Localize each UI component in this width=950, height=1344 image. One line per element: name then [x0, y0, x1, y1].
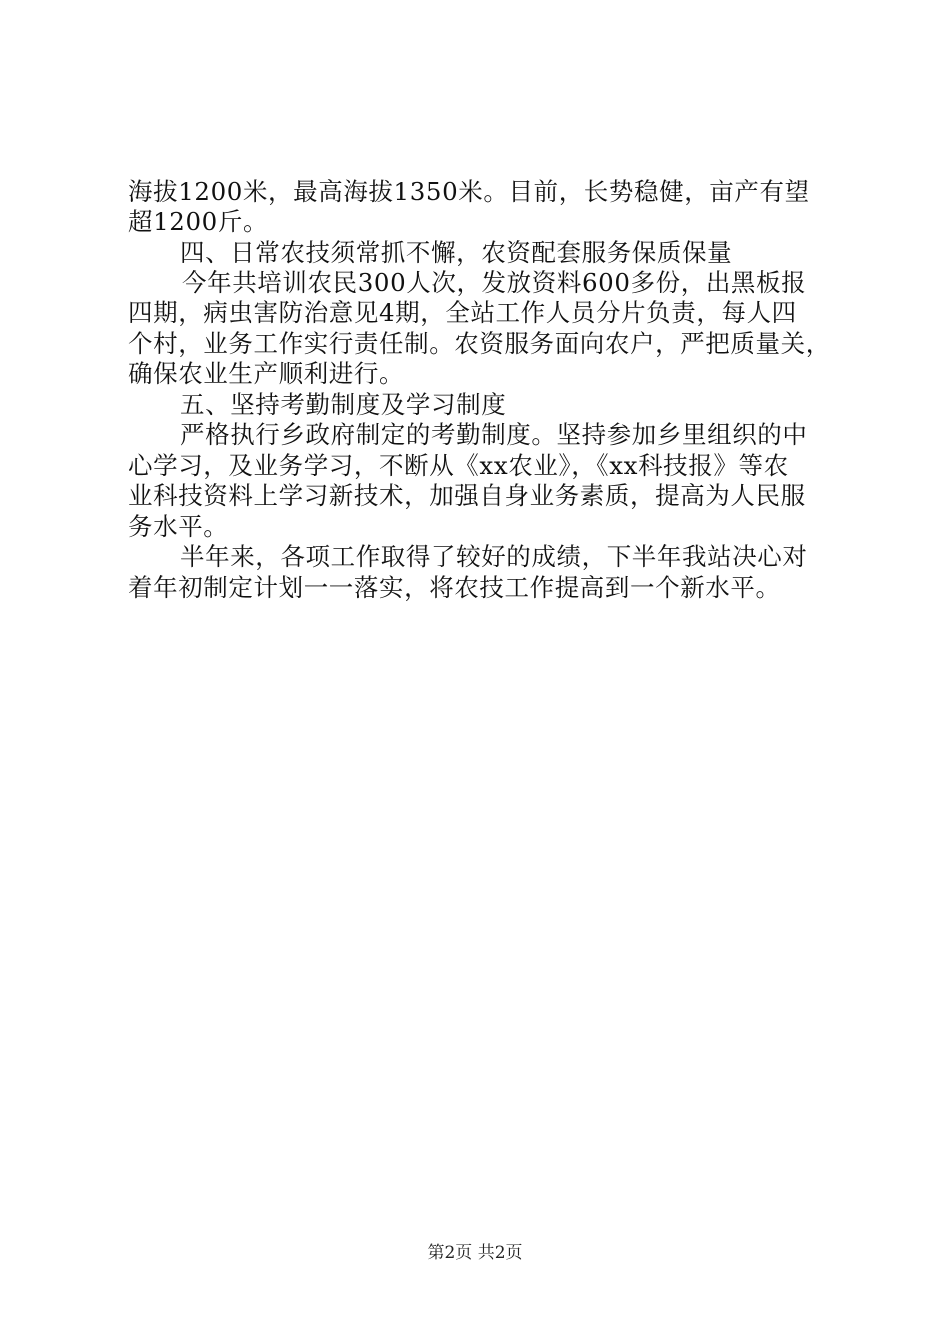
body-text-line: 半年来，各项工作取得了较好的成绩，下半年我站决心对	[180, 542, 808, 571]
body-text-line: 业科技资料上学习新技术，加强自身业务素质，提高为人民服	[128, 481, 806, 510]
body-text-line: 四期，病虫害防治意见4期，全站工作人员分片负责，每人四	[128, 298, 797, 327]
body-text-line: 严格执行乡政府制定的考勤制度。坚持参加乡里组织的中	[180, 420, 808, 449]
body-text-line: 着年初制定计划一一落实，将农技工作提高到一个新水平。	[128, 573, 781, 602]
page-number-footer: 第2页 共2页	[427, 1243, 523, 1263]
body-text-line: 务水平。	[128, 512, 229, 541]
section-heading: 五、坚持考勤制度及学习制度	[180, 390, 507, 419]
body-text-line: 确保农业生产顺利进行。	[128, 359, 405, 388]
body-text-line: 今年共培训农民300人次，发放资料600多份，出黑板报	[182, 268, 807, 297]
body-text-line: 超1200斤。	[128, 207, 269, 236]
body-text-line: 个村，业务工作实行责任制。农资服务面向农户，严把质量关，	[128, 329, 831, 358]
body-text-line: 海拔1200米，最高海拔1350米。目前，长势稳健，亩产有望	[128, 177, 810, 206]
section-heading: 四、日常农技须常抓不懈，农资配套服务保质保量	[180, 238, 733, 267]
body-text-line: 心学习，及业务学习，不断从《xx农业》，《xx科技报》等农	[128, 451, 789, 480]
